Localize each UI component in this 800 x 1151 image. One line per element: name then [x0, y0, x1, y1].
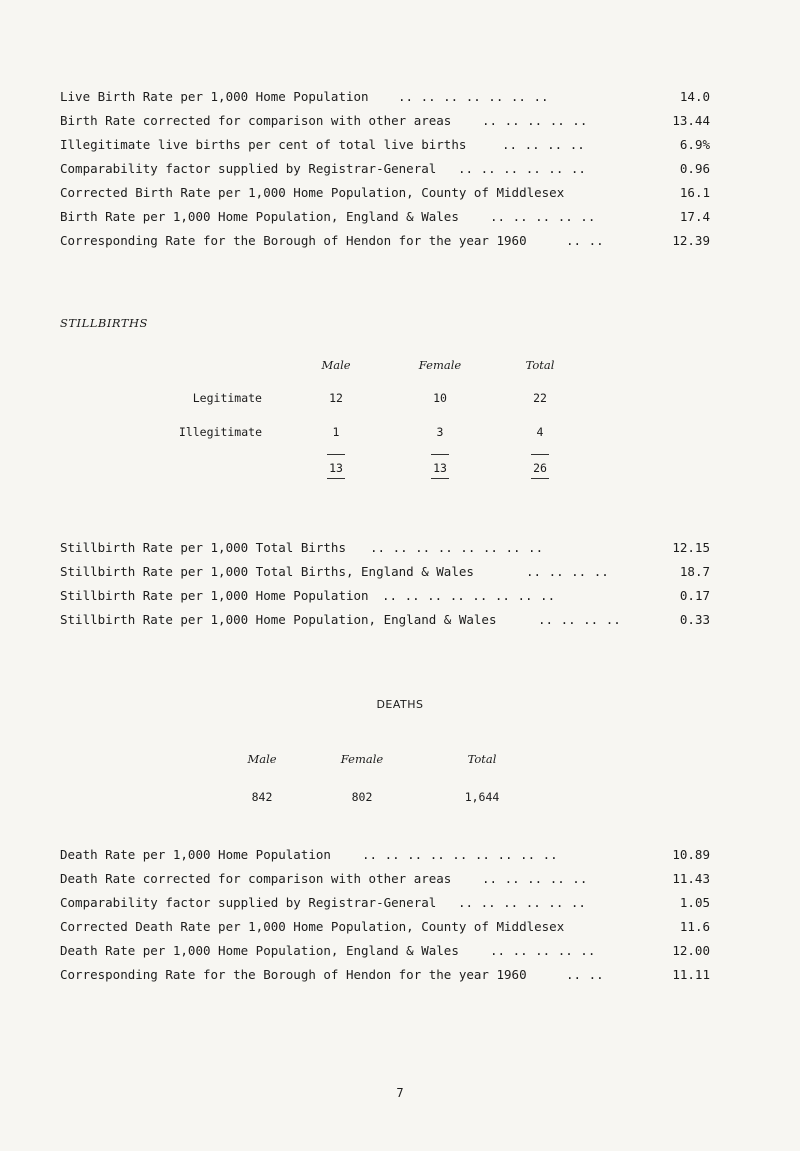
- rate-label: Death Rate corrected for comparison with other areas: [60, 871, 452, 886]
- rate-row: [60, 870, 710, 888]
- rate-label: Corresponding Rate for the Borough of Hendon for the year 1960: [60, 233, 527, 248]
- table-cell: 22: [533, 391, 547, 405]
- leader-dots: .. .. .. .. .. ..: [458, 161, 586, 176]
- rate-value: 6.9%: [679, 137, 710, 152]
- rate-label: Birth Rate corrected for comparison with other areas: [60, 113, 452, 128]
- total-rule: [431, 478, 449, 479]
- rate-value: 12.00: [672, 943, 710, 958]
- rate-row: [60, 966, 710, 984]
- sum-rule: [327, 454, 345, 455]
- table-cell: 4: [536, 425, 544, 439]
- column-header-female: Female: [340, 752, 384, 766]
- rate-value: 13.44: [672, 113, 710, 128]
- row-label-legitimate: Legitimate: [192, 391, 262, 405]
- stillbirths-heading: STILLBIRTHS: [60, 316, 148, 330]
- column-header-female: Female: [418, 358, 462, 372]
- leader-dots: .. .. .. ..: [526, 564, 609, 579]
- rate-row: [60, 232, 710, 250]
- total-cell: 13: [329, 461, 343, 475]
- table-cell: 1,644: [464, 790, 500, 804]
- rate-value: 11.6: [679, 919, 710, 934]
- table-cell: 12: [329, 391, 343, 405]
- rate-row: [60, 136, 710, 154]
- leader-dots: .. .. .. .. ..: [490, 943, 596, 958]
- deaths-heading: DEATHS: [376, 698, 424, 711]
- table-cell: 842: [251, 790, 273, 804]
- table-cell: 802: [351, 790, 373, 804]
- leader-dots: .. ..: [566, 967, 604, 982]
- rate-label: Comparability factor supplied by Registrar-General: [60, 161, 437, 176]
- rate-value: 12.15: [672, 540, 710, 555]
- rate-row: [60, 894, 710, 912]
- rate-label: Corresponding Rate for the Borough of Hendon for the year 1960: [60, 967, 527, 982]
- rate-row: [60, 587, 710, 605]
- rate-row: [60, 112, 710, 130]
- rate-row: [60, 160, 710, 178]
- rate-label: Comparability factor supplied by Registrar-General: [60, 895, 437, 910]
- rate-value: 17.4: [679, 209, 710, 224]
- rate-label: Stillbirth Rate per 1,000 Home Population, England & Wales: [60, 612, 497, 627]
- rate-label: Stillbirth Rate per 1,000 Total Births, England & Wales: [60, 564, 474, 579]
- leader-dots: .. ..: [566, 233, 604, 248]
- rate-value: 0.33: [679, 612, 710, 627]
- rate-label: Stillbirth Rate per 1,000 Home Population: [60, 588, 369, 603]
- rate-row: [60, 611, 710, 629]
- leader-dots: .. .. .. ..: [502, 137, 585, 152]
- rate-label: Death Rate per 1,000 Home Population, England & Wales: [60, 943, 459, 958]
- table-cell: 1: [332, 425, 340, 439]
- rate-label: Stillbirth Rate per 1,000 Total Births: [60, 540, 346, 555]
- rate-row: [60, 184, 710, 202]
- rate-label: Illegitimate live births per cent of total live births: [60, 137, 467, 152]
- leader-dots: .. .. .. .. ..: [482, 113, 588, 128]
- rate-row: [60, 539, 710, 557]
- leader-dots: .. .. .. .. ..: [482, 871, 588, 886]
- row-label-illegitimate: Illegitimate: [178, 425, 262, 439]
- leader-dots: .. .. .. .. ..: [490, 209, 596, 224]
- rate-value: 0.96: [679, 161, 710, 176]
- rate-value: 12.39: [672, 233, 710, 248]
- rate-label: Birth Rate per 1,000 Home Population, England & Wales: [60, 209, 459, 224]
- total-rule: [327, 478, 345, 479]
- total-cell: 26: [533, 461, 547, 475]
- rate-row: [60, 942, 710, 960]
- total-rule: [531, 478, 549, 479]
- leader-dots: .. .. .. .. .. .. .. ..: [382, 588, 556, 603]
- rate-label: Corrected Birth Rate per 1,000 Home Population, County of Middlesex: [60, 185, 565, 200]
- rate-label: Live Birth Rate per 1,000 Home Population: [60, 89, 369, 104]
- rate-label: Death Rate per 1,000 Home Population: [60, 847, 331, 862]
- column-header-male: Male: [321, 358, 351, 372]
- table-cell: 3: [436, 425, 444, 439]
- rate-value: 11.11: [672, 967, 710, 982]
- leader-dots: .. .. .. ..: [538, 612, 621, 627]
- column-header-total: Total: [525, 358, 555, 372]
- page-number: 7: [396, 1086, 404, 1100]
- rate-value: 18.7: [679, 564, 710, 579]
- rate-row: [60, 88, 710, 106]
- rate-label: Corrected Death Rate per 1,000 Home Population, County of Middlesex: [60, 919, 565, 934]
- rate-row: [60, 918, 710, 936]
- leader-dots: .. .. .. .. .. .. .. .. ..: [362, 847, 558, 862]
- rate-value: 10.89: [672, 847, 710, 862]
- sum-rule: [531, 454, 549, 455]
- rate-row: [60, 846, 710, 864]
- sum-rule: [431, 454, 449, 455]
- rate-value: 0.17: [679, 588, 710, 603]
- leader-dots: .. .. .. .. .. .. .. ..: [370, 540, 544, 555]
- leader-dots: .. .. .. .. .. .. ..: [398, 89, 549, 104]
- table-cell: 10: [433, 391, 447, 405]
- rate-value: 14.0: [679, 89, 710, 104]
- column-header-male: Male: [247, 752, 277, 766]
- rate-row: [60, 208, 710, 226]
- rate-value: 16.1: [679, 185, 710, 200]
- rate-value: 1.05: [679, 895, 710, 910]
- column-header-total: Total: [467, 752, 497, 766]
- total-cell: 13: [433, 461, 447, 475]
- leader-dots: .. .. .. .. .. ..: [458, 895, 586, 910]
- rate-value: 11.43: [672, 871, 710, 886]
- rate-row: [60, 563, 710, 581]
